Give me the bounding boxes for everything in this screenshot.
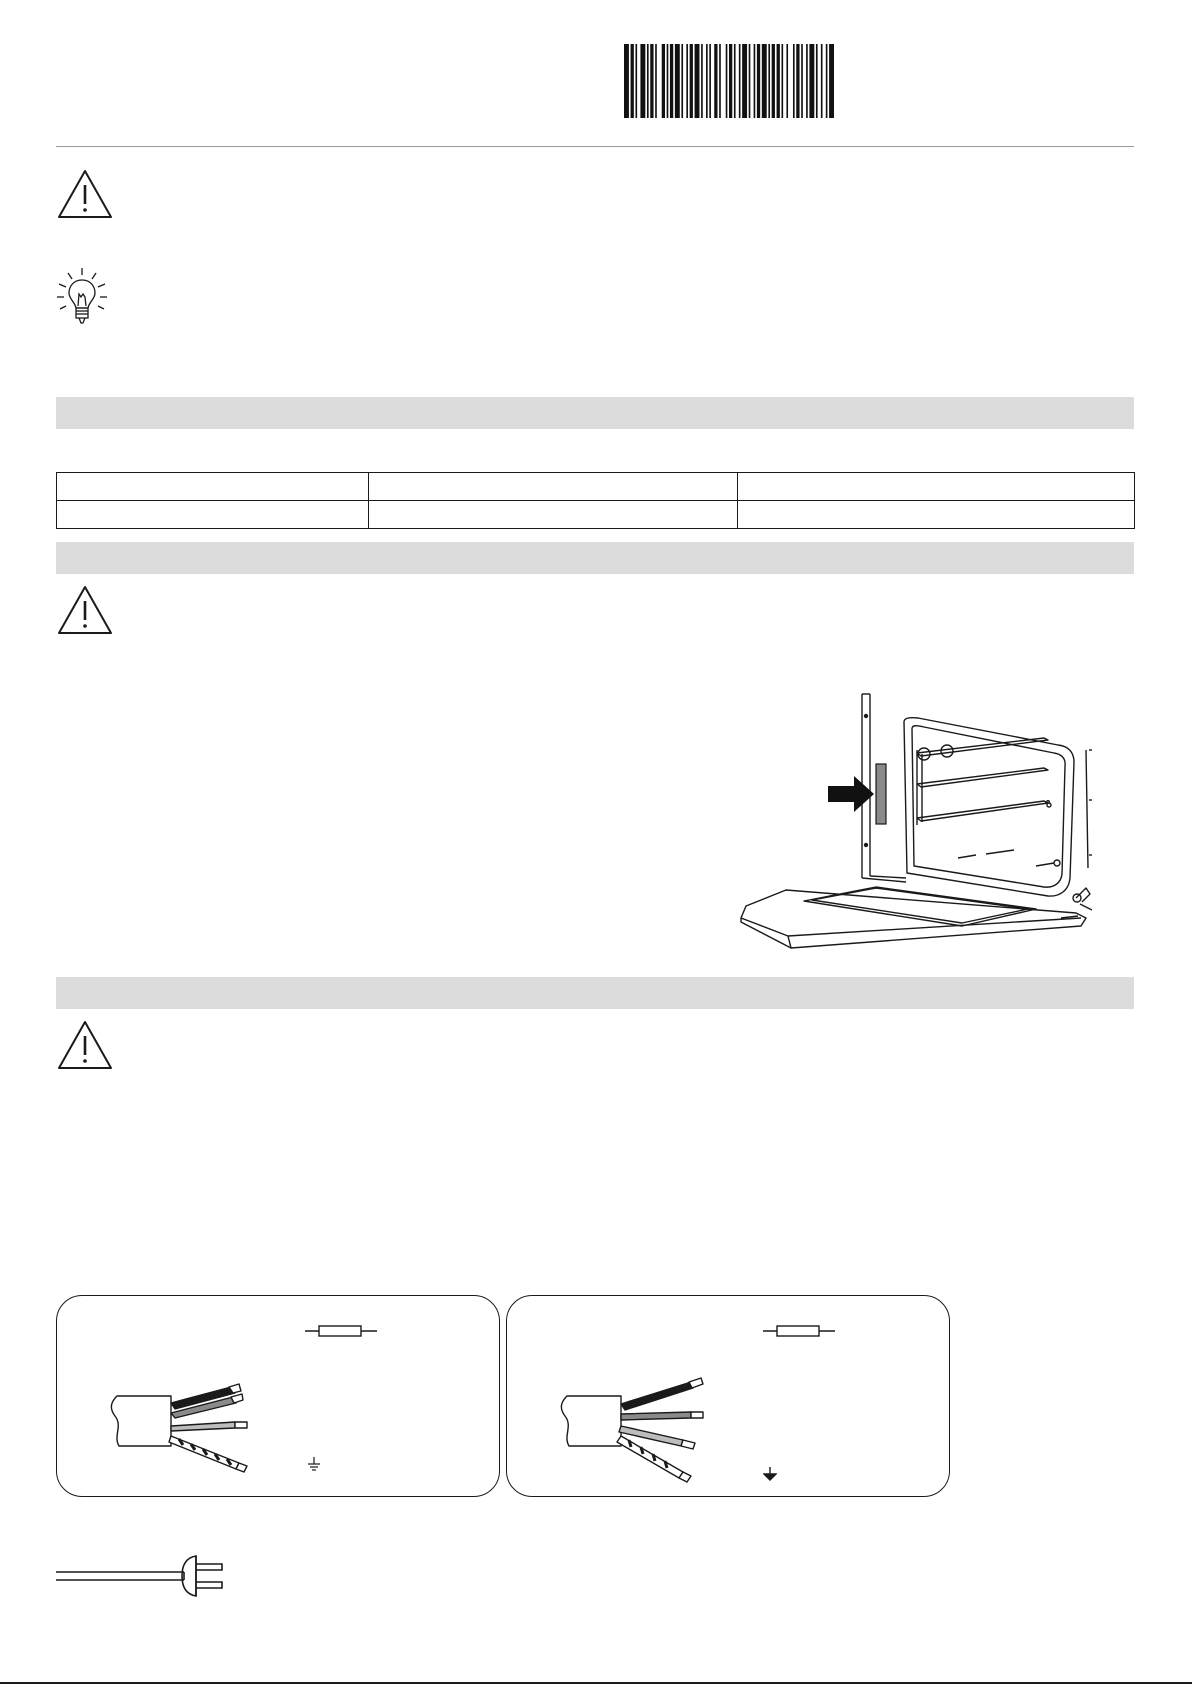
table-row [57, 501, 1135, 529]
barcode-bar [829, 44, 834, 118]
barcode-bar [726, 44, 728, 118]
wiring-diagram [506, 1295, 950, 1497]
earth-symbol-icon [763, 1466, 777, 1482]
barcode-bar [706, 44, 708, 118]
barcode-bar [690, 44, 693, 118]
section-header-band [56, 542, 1134, 574]
barcode-bar [793, 44, 795, 118]
barcode-bar [801, 44, 803, 118]
barcode-bar [796, 44, 799, 118]
barcode-bar [662, 44, 665, 118]
footer-divider [0, 1682, 1192, 1684]
barcode-bar [729, 44, 732, 118]
table-cell [57, 501, 369, 529]
barcode-bar [647, 44, 649, 118]
earth-symbol-icon [307, 1456, 321, 1472]
barcode-bar [640, 44, 645, 118]
table-cell [738, 501, 1135, 529]
barcode-bar [782, 44, 784, 118]
barcode-bar [806, 44, 808, 118]
header-divider [56, 146, 1134, 147]
warning-triangle-icon [56, 168, 114, 220]
barcode-bar [757, 44, 760, 118]
barcode-bar [749, 44, 751, 118]
oven-rating-plate-illustration [736, 690, 1122, 962]
barcode-bar [631, 44, 634, 118]
barcode-bar [675, 44, 680, 118]
warning-triangle-icon [56, 584, 114, 636]
data-table [56, 472, 1135, 529]
cable-wires [555, 1374, 725, 1484]
barcode [624, 44, 834, 118]
barcode-bar [754, 44, 756, 118]
fuse-icon [763, 1322, 835, 1340]
barcode-bar [714, 44, 717, 118]
section-header-band [56, 977, 1134, 1009]
fuse-icon [305, 1322, 377, 1340]
table-cell [57, 473, 369, 501]
barcode-bar [701, 44, 703, 118]
barcode-bar [772, 44, 775, 118]
barcode-bar [742, 44, 747, 118]
table-row [57, 473, 1135, 501]
barcode-bar [681, 44, 683, 118]
barcode-bar [719, 44, 721, 118]
table-cell [738, 473, 1135, 501]
barcode-bar [826, 44, 828, 118]
barcode-bar [670, 44, 673, 118]
wiring-diagram [56, 1295, 500, 1497]
barcode-bar [762, 44, 767, 118]
barcode-bar [739, 44, 741, 118]
barcode-bar [667, 44, 669, 118]
table-cell [369, 501, 738, 529]
barcode-bar [655, 44, 657, 118]
barcode-bar [809, 44, 814, 118]
section-header-band [56, 397, 1134, 429]
barcode-bar [695, 44, 700, 118]
barcode-bar [777, 44, 780, 118]
warning-triangle-icon [56, 1019, 114, 1071]
barcode-bar [734, 44, 736, 118]
barcode-bar [650, 44, 653, 118]
cable-wires [105, 1376, 265, 1476]
barcode-bar [709, 44, 711, 118]
table-cell [369, 473, 738, 501]
mains-plug-icon [56, 1552, 236, 1602]
barcode-bar [821, 44, 823, 118]
barcode-bar [768, 44, 770, 118]
lightbulb-icon [54, 266, 110, 328]
barcode-bar [635, 44, 637, 118]
barcode-bar [816, 44, 818, 118]
barcode-bar [686, 44, 688, 118]
barcode-bar [786, 44, 788, 118]
barcode-bar [624, 44, 629, 118]
